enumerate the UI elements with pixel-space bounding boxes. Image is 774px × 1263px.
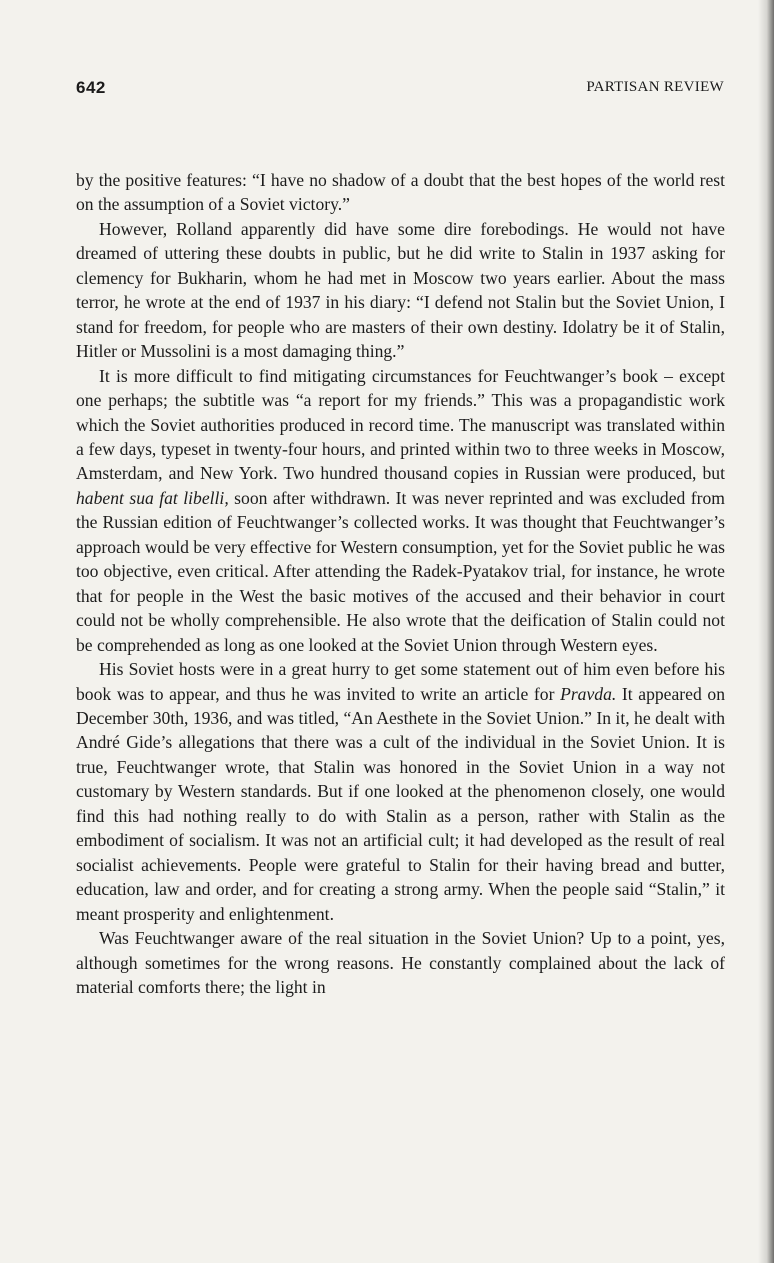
text-segment: It is more difficult to find mitigating circumstances for Feuchtwanger’s book – except one perhaps; the subtitle was “a report for my friends.” This was a propagandistic work which the Soviet authorities produced in record time. The manuscript was translated within a few days, typeset in twenty-four hours, and printed within two to three weeks in Moscow, Amsterdam, and New York. Two hundred thousand copies in Russian were produced, but (76, 365, 725, 484)
paragraph (76, 364, 725, 657)
paragraph (76, 926, 725, 999)
page-edge-shadow (758, 0, 774, 1263)
text-segment: by the positive features: “I have no shadow of a doubt that the best hopes of the world rest on the assumption of a Soviet victory.” (76, 170, 725, 215)
text-segment: His Soviet hosts were in a great hurry to get some statement out of him even before his book was to appear, and thus he was invited to write an article for (76, 659, 725, 704)
paragraph (76, 657, 725, 926)
text-segment: Was Feuchtwanger aware of the real situation in the Soviet Union? Up to a point, yes, although sometimes for the wrong reasons. He constantly complained about the lack of material comforts there; the light in (76, 928, 725, 997)
paragraph (76, 168, 725, 217)
paragraph (76, 217, 725, 364)
running-head: PARTISAN REVIEW (586, 79, 724, 95)
page-number: 642 (76, 78, 106, 97)
page-header (76, 78, 724, 100)
text-segment: However, Rolland apparently did have some dire forebodings. He would not have dreamed of uttering these doubts in public, but he did write to Stalin in 1937 asking for clemency for Bukharin, whom he had met in Moscow two years earlier. About the mass terror, he wrote at the end of 1937 in his diary: “I defend not Stalin but the Soviet Union, I stand for freedom, for people who are masters of their own destiny. Idolatry be it of Stalin, Hitler or Mussolini is a most damaging thing.” (76, 218, 725, 362)
text-segment: It appeared on December 30th, 1936, and was titled, “An Aesthete in the Soviet Union.” In it, he dealt with André Gide’s allegations that there was a cult of the individual in the Soviet Union. It is true, Feuchtwanger wrote, that Stalin was honored in the Soviet Union in a way not customary by Western standards. But if one looked at the phenomenon closely, one would find this had nothing really to do with Stalin as a person, rather with Stalin as the embodiment of socialism. It was not an artificial cult; it had developed as the result of real socialist achievements. People were grateful to Stalin for their having bread and butter, education, law and order, and for creating a strong army. When the people said “Stalin,” it meant prosperity and enlightenment. (76, 683, 725, 924)
body-text (76, 168, 725, 999)
text-segment: soon after withdrawn. It was never reprinted and was excluded from the Russian edition of Feuchtwanger’s collected works. It was thought that Feuchtwanger’s approach would be very effective for Western consumption, yet for the Soviet public he was too objective, even critical. After attending the Radek-Pyatakov trial, for instance, he wrote that for people in the West the basic motives of the accused and their behavior in court could not be wholly comprehensible. He also wrote that the deification of Stalin could not be comprehended as long as one looked at the Soviet Union through Western eyes. (76, 487, 725, 655)
italic-phrase: habent sua fat libelli, (76, 487, 229, 508)
italic-title: Pravda. (560, 683, 617, 704)
